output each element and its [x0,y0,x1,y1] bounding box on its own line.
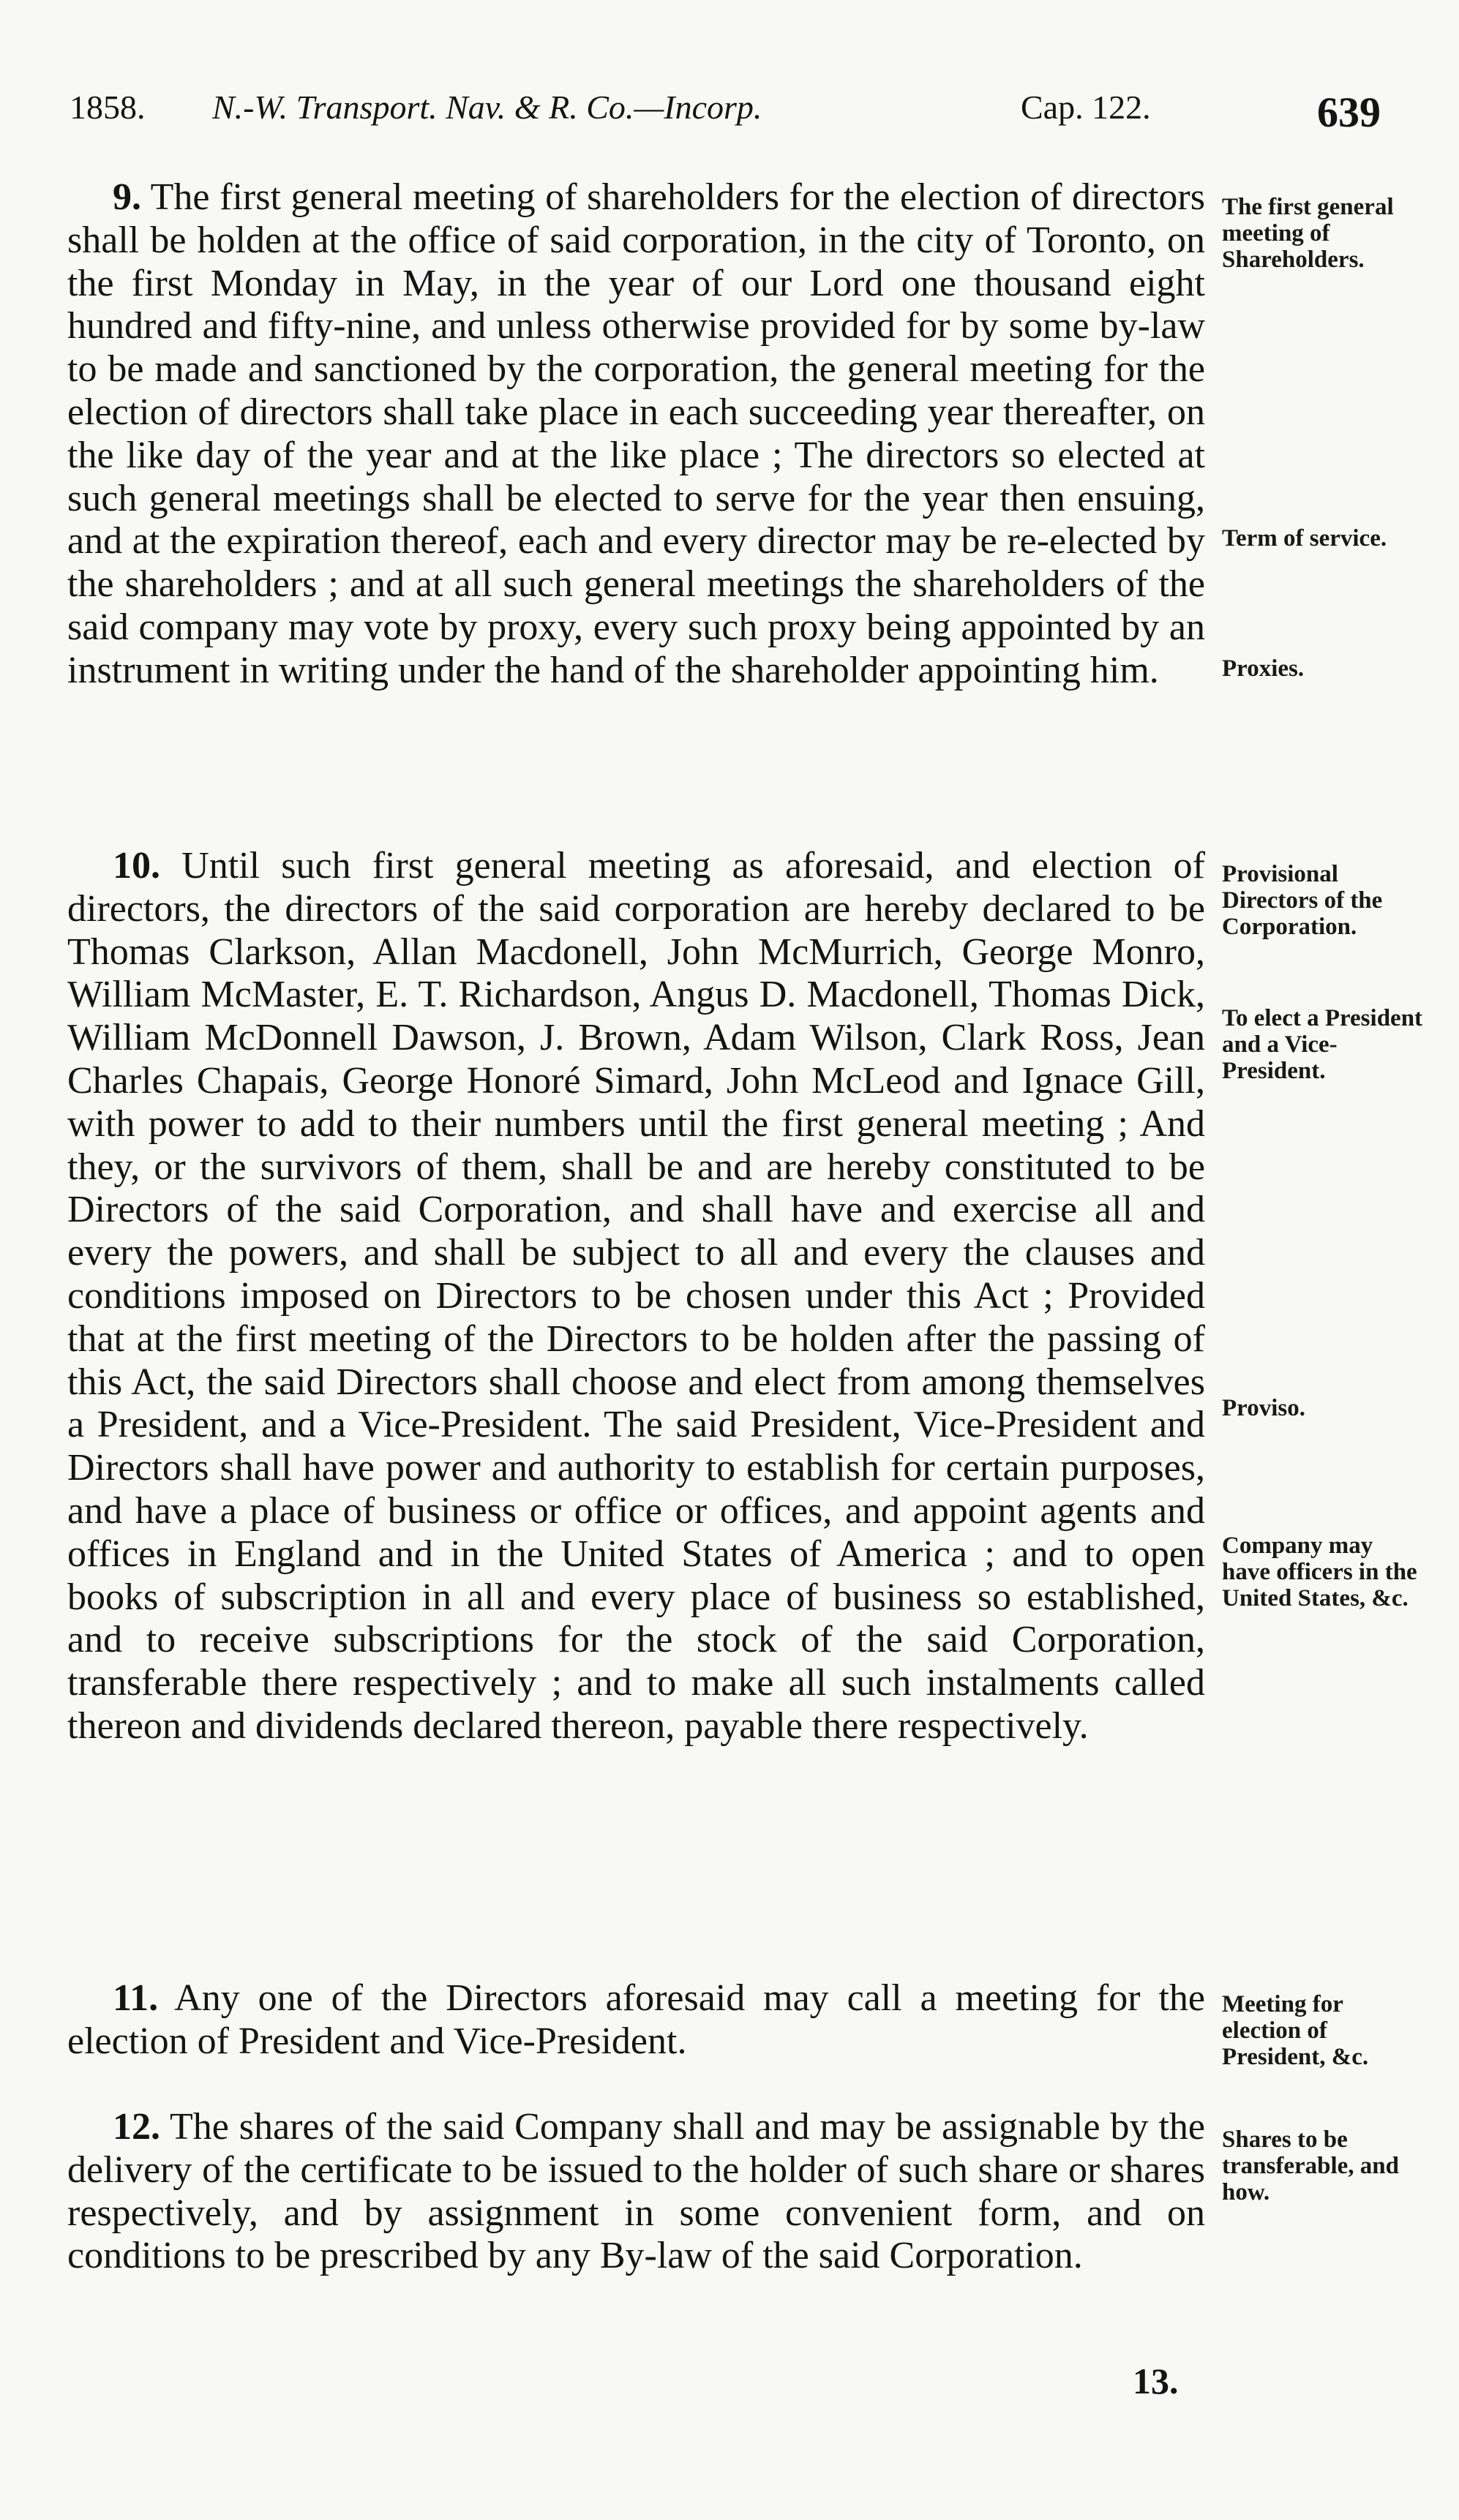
margin-note: Meeting for election of President, &c. [1222,1991,1369,2070]
section-11 [67,1977,1205,2064]
section-number: 11. [113,1977,159,2019]
section-12 [67,2106,1205,2278]
page-number: 639 [1317,89,1381,136]
section-text: Until such first general meeting as aforesaid, and election of directors, the directors of the said corporation are hereby declared to be Thomas Clarkson, Allan Macdonell, John McMurrich, George Monro, William McMaster, E. T. Richardson, Angus D. Macdonell, Thomas Dick, William McDonnell Dawson, J. Brown, Adam Wilson, Clark Ross, Jean Charles Chapais, George Honoré Simard, John McLeod and Ignace Gill, with power to add to their numbers until the first general meeting ; And they, or the survivors of them, shall be and are hereby constituted to be Directors of the said Corporation, and shall have and exercise all and every the powers, and shall be subject to all and every the clauses and conditions imposed on Directors to be chosen under this Act ; Provided that at the first meeting of the Directors to be holden after the passing of this Act, the said Directors shall choose and elect from among themselves a President, and a Vice-President. The said President, Vice-President and Directors shall have power and authority to establish for certain purposes, and have a place of business or office or offices, and appoint agents and offices in England and in the United States of America ; and to open books of subscription in all and every place of business so established, and to receive subscriptions for the stock of the said Corporation, transferable there respectively ; and to make all such instalments called thereon and dividends declared thereon, payable there respectively. [67,845,1205,1747]
header-title: N.-W. Transport. Nav. & R. Co.—Incorp. [212,89,762,126]
margin-note: The first general meeting of Shareholders. [1222,194,1394,273]
running-header [70,88,1409,146]
section-number: 9. [113,176,141,218]
margin-note: Provisional Directors of the Corporation. [1222,861,1383,940]
header-chapter: Cap. 122. [1021,89,1151,126]
section-10 [67,845,1205,1748]
margin-note: Shares to be transferable, and how. [1222,2126,1399,2205]
margin-note: Proviso. [1222,1395,1305,1421]
section-number: 10. [113,845,160,887]
margin-note: Proxies. [1222,655,1305,682]
margin-note: To elect a President and a Vice-President. [1222,1005,1423,1084]
section-number: 12. [113,2106,160,2148]
margin-note: Term of service. [1222,525,1387,552]
header-year: 1858. [70,89,146,126]
catchword: 13. [1133,2361,1179,2401]
section-9 [67,176,1205,693]
margin-note: Company may have officers in the United States, &c. [1222,1532,1417,1611]
section-text: The first general meeting of shareholders for the election of directors shall be holden at the office of said corporation, in the city of Toronto, on the first Monday in May, in the year of our Lord one thousand eight hundred and fifty-nine, and unless otherwise provided for by some by-law to be made and sanctioned by the corporation, the general meeting for the election of directors shall take place in each succeeding year thereafter, on the like day of the year and at the like place ; The directors so elected at such general meetings shall be elected to serve for the year then ensuing, and at the expiration thereof, each and every director may be re-elected by the shareholders ; and at all such general meetings the shareholders of the said company may vote by proxy, every such proxy being appointed by an instrument in writing under the hand of the shareholder appointing him. [67,176,1205,691]
section-text: The shares of the said Company shall and may be assignable by the delivery of the certificate to be issued to the holder of such share or shares respectively, and by assignment in some convenient form, and on conditions to be prescribed by any By-law of the said Corporation. [67,2106,1205,2277]
section-text: Any one of the Directors aforesaid may call a meeting for the election of President and Vice-President. [67,1977,1205,2062]
